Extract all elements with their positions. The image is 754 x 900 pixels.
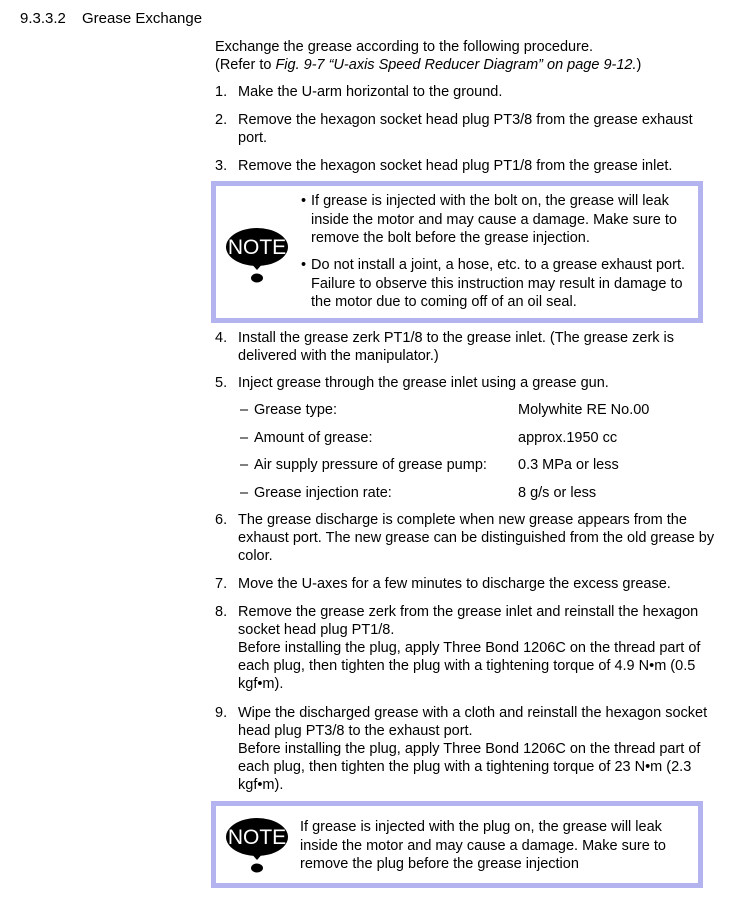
spec-amount: [240, 429, 710, 447]
note-text: If grease is injected with the plug on, the grease will leak inside the motor and may cause a damage. Make sure to remove the plug before the grease injection: [300, 819, 666, 872]
step-text: Wipe the discharged grease with a cloth and reinstall the hexagon socket head plug PT3/8 to the exhaust port.: [238, 705, 708, 739]
spec-value: 0.3 MPa or less: [518, 457, 619, 473]
step-text: Remove the hexagon socket head plug PT3/8 from the grease exhaust port.: [238, 112, 693, 146]
spec-label: Air supply pressure of grease pump:: [254, 457, 487, 473]
step-number: 3.: [215, 158, 228, 174]
note-icon-label: NOTE: [227, 826, 287, 849]
note-box-2: [211, 801, 703, 888]
section-number: 9.3.3.2: [20, 10, 66, 27]
step-text: The grease discharge is complete when new grease appears from the exhaust port. The new grease can be distinguished from the old grease by color.: [238, 512, 715, 564]
step-number: 5.: [215, 375, 228, 391]
spec-dash: –: [240, 457, 249, 473]
spec-dash: –: [240, 430, 249, 446]
figure-reference: Fig. 9-7 “U-axis Speed Reducer Diagram” on page 9-12.: [275, 57, 637, 73]
note-bullet-2: [301, 256, 701, 312]
note-icon: [224, 816, 290, 874]
spec-label: Amount of grease:: [254, 430, 373, 446]
step-text: Remove the hexagon socket head plug PT1/8 from the grease inlet.: [238, 158, 673, 174]
step-text: Install the grease zerk PT1/8 to the grease inlet. (The grease zerk is delivered with the manipulator.): [238, 330, 675, 364]
step-3: [215, 157, 715, 175]
intro-reference: [215, 56, 715, 74]
step-8: [215, 603, 715, 693]
step-4: [215, 329, 715, 365]
step-number: 8.: [215, 604, 228, 620]
spec-grease-type: [240, 401, 710, 419]
intro-line: Exchange the grease according to the following procedure.: [215, 39, 594, 55]
spec-value: approx.1950 cc: [518, 430, 618, 446]
spec-value: 8 g/s or less: [518, 485, 597, 501]
step-number: 4.: [215, 330, 228, 346]
step-number: 7.: [215, 576, 228, 592]
note-box: [211, 181, 703, 323]
step-text: Make the U-arm horizontal to the ground.: [238, 84, 503, 100]
note-bullet-1: [301, 192, 701, 248]
step-1: [215, 83, 715, 101]
step-number: 6.: [215, 512, 228, 528]
step-text: Move the U-axes for a few minutes to discharge the excess grease.: [238, 576, 671, 592]
step-7: [215, 575, 715, 593]
spec-dash: –: [240, 485, 249, 501]
step-text: Inject grease through the grease inlet using a grease gun.: [238, 375, 609, 391]
note-icon: [224, 226, 290, 284]
step-6: [215, 511, 715, 565]
step-2: [215, 111, 715, 147]
spec-label: Grease injection rate:: [254, 485, 392, 501]
step-text: Remove the grease zerk from the grease inlet and reinstall the hexagon socket head plug PT1/8.: [238, 604, 699, 638]
section-header: [20, 10, 202, 27]
bullet-mark: •: [301, 193, 307, 209]
spec-value: Molywhite RE No.00: [518, 402, 650, 418]
step-subtext: Before installing the plug, apply Three Bond 1206C on the thread part of each plug, then tighten the plug with a tightening torque of 23 N•m (2.3 kgf•m).: [238, 741, 701, 793]
step-subtext: Before installing the plug, apply Three Bond 1206C on the thread part of each plug, then tighten the plug with a tightening torque of 4.9 N•m (0.5 kgf•m).: [238, 640, 701, 692]
note-bullet-text: If grease is injected with the bolt on, the grease will leak inside the motor and may cause a damage. Make sure to remove the bolt before the grease injection.: [311, 193, 677, 246]
reference-suffix: ): [636, 57, 642, 73]
section-title: Grease Exchange: [82, 10, 203, 27]
spec-pressure: [240, 456, 710, 474]
reference-prefix: (Refer to: [215, 57, 276, 73]
spec-label: Grease type:: [254, 402, 338, 418]
step-number: 2.: [215, 112, 228, 128]
step-5: [215, 374, 715, 392]
note-bullet-text: Do not install a joint, a hose, etc. to a grease exhaust port. Failure to observe this instruction may result in damage to the motor due to coming off of an oil seal.: [311, 257, 685, 310]
spec-dash: –: [240, 402, 249, 418]
step-number: 9.: [215, 705, 228, 721]
note-icon-label: NOTE: [227, 236, 287, 259]
step-9: [215, 704, 715, 794]
intro-paragraph: [215, 38, 715, 74]
bullet-mark: •: [301, 257, 307, 273]
step-number: 1.: [215, 84, 228, 100]
spec-rate: [240, 484, 710, 502]
